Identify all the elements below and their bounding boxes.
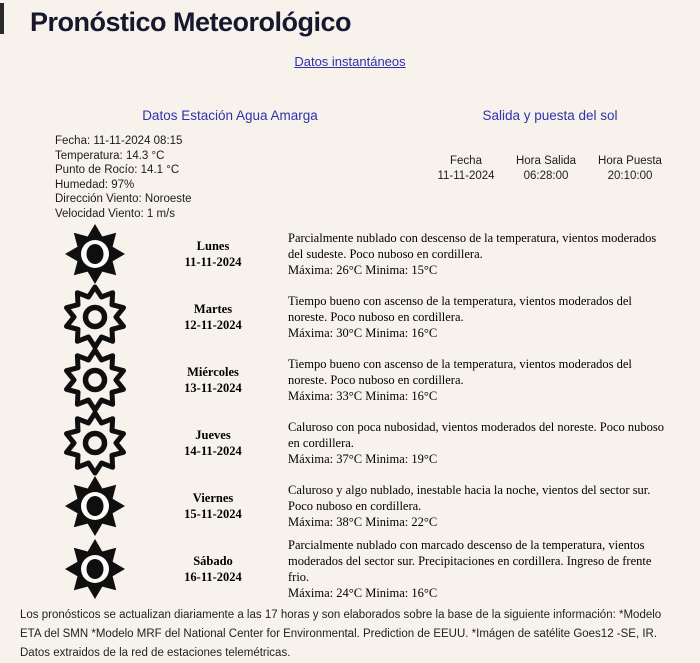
day-label: Sábado: [193, 554, 233, 569]
day-label: Miércoles: [187, 365, 239, 380]
station-title: Datos Estación Agua Amarga: [142, 108, 318, 123]
window-edge-artifact: [0, 3, 4, 34]
day-label: Martes: [193, 302, 233, 317]
page-title: Pronóstico Meteorológico: [30, 7, 352, 37]
date-label: 12-11-2024: [184, 318, 242, 333]
forecast-text: Tiempo bueno con ascenso de la temperatura, vientos moderados del noreste. Poco nuboso en cordillera.: [288, 294, 632, 325]
station-line-velocidad-viento: Velocidad Viento: 1 m/s: [55, 207, 175, 220]
station-line-punto-rocio: Punto de Rocío: 14.1 °C: [55, 164, 180, 177]
date-label: 14-11-2024: [184, 444, 242, 459]
day-cell: [138, 364, 288, 396]
sun-value-fecha: 11-11-2024: [437, 170, 495, 182]
weather-icon-cell: [52, 347, 138, 413]
station-line-fecha: Fecha: 11-11-2024 08:15: [55, 135, 183, 147]
forecast-row: [0, 538, 700, 601]
day-label: Jueves: [195, 428, 231, 443]
sun-col-puesta: [590, 154, 670, 184]
forecast-desc-cell: [288, 537, 700, 601]
weather-icon-cell: [52, 284, 138, 350]
forecast-minmax: Máxima: 30°C Minima: 16°C: [288, 326, 438, 341]
sun-table: [430, 154, 670, 184]
station-line-direccion-viento: Dirección Viento: Noroeste: [55, 193, 192, 206]
forecast-desc-cell: [288, 482, 700, 530]
sun-value-puesta: 20:10:00: [607, 170, 653, 182]
forecast-minmax: Máxima: 24°C Minima: 16°C: [288, 586, 438, 601]
sun-outline-icon: [63, 410, 127, 476]
forecast-text: Caluroso y algo nublado, inestable hacia la noche, vientos del sector sur. Poco nuboso en cordillera.: [288, 483, 651, 514]
weather-icon-cell: [52, 536, 138, 602]
sun-filled-icon: [63, 221, 127, 287]
station-line-humedad: Humedad: 97%: [55, 178, 135, 191]
sun-title: Salida y puesta del sol: [482, 108, 618, 123]
day-cell: [138, 238, 288, 270]
date-label: 13-11-2024: [184, 381, 242, 396]
forecast-text: Parcialmente nublado con marcado descenso de la temperatura, vientos moderados del sector sur. Precipitaciones en cordillera. Ingreso de frente frio.: [288, 538, 652, 585]
forecast-desc-cell: [288, 293, 700, 341]
day-cell: [138, 553, 288, 585]
forecast-row: [0, 349, 700, 412]
info-columns: [0, 108, 700, 222]
forecast-row: [0, 223, 700, 286]
sun-value-salida: 06:28:00: [523, 170, 569, 182]
sun-col-header: Fecha: [450, 155, 482, 167]
instant-link-wrap: [0, 53, 700, 71]
date-label: 11-11-2024: [184, 255, 242, 270]
forecast-desc-cell: [288, 419, 700, 467]
weather-icon-cell: [52, 410, 138, 476]
day-cell: [138, 301, 288, 333]
forecast-row: [0, 475, 700, 538]
forecast-desc-cell: [288, 356, 700, 404]
sun-outline-icon: [63, 347, 127, 413]
station-line-temperatura: Temperatura: 14.3 °C: [55, 149, 165, 162]
sun-col-header: Hora Salida: [515, 155, 577, 167]
weather-icon-cell: [52, 473, 138, 539]
forecast-text: Tiempo bueno con ascenso de la temperatura, vientos moderados del noreste. Poco nuboso en cordillera.: [288, 357, 632, 388]
sun-filled-icon: [63, 536, 127, 602]
instant-data-link[interactable]: Datos instantáneos: [294, 54, 406, 69]
station-data-block: [55, 134, 430, 222]
date-label: 16-11-2024: [184, 570, 242, 585]
forecast-desc-cell: [288, 230, 700, 278]
weather-icon-cell: [52, 221, 138, 287]
forecast-text: Caluroso con poca nubosidad, vientos moderados del noreste. Poco nuboso en cordillera.: [288, 420, 664, 451]
forecast-minmax: Máxima: 38°C Minima: 22°C: [288, 515, 438, 530]
sun-filled-icon: [63, 473, 127, 539]
sun-section: [430, 108, 670, 222]
sun-col-fecha: [430, 154, 502, 184]
day-cell: [138, 490, 288, 522]
sun-outline-icon: [63, 284, 127, 350]
station-section: [30, 108, 430, 222]
forecast-minmax: Máxima: 33°C Minima: 16°C: [288, 389, 438, 404]
forecast-text: Parcialmente nublado con descenso de la temperatura, vientos moderados del sudeste. Poco nuboso en cordillera.: [288, 231, 657, 262]
forecast-row: [0, 412, 700, 475]
forecast-table: [0, 223, 700, 601]
forecast-minmax: Máxima: 37°C Minima: 19°C: [288, 452, 438, 467]
date-label: 15-11-2024: [184, 507, 242, 522]
footer-note: Los pronósticos se actualizan diariamente a las 17 horas y son elaborados sobre la base de la siguiente información: *Modelo ETA del SMN *Modelo MRF del National Center for Environmental. Prediction de EEUU. *Imágen de satélite Goes12 -SE, IR. Datos extraidos de la red de estaciones telemétricas.: [20, 608, 662, 659]
day-cell: [138, 427, 288, 459]
day-label: Lunes: [196, 239, 230, 254]
forecast-minmax: Máxima: 26°C Minima: 15°C: [288, 263, 438, 278]
day-label: Viernes: [192, 491, 234, 506]
forecast-row: [0, 286, 700, 349]
sun-col-salida: [506, 154, 586, 184]
sun-col-header: Hora Puesta: [598, 155, 662, 167]
